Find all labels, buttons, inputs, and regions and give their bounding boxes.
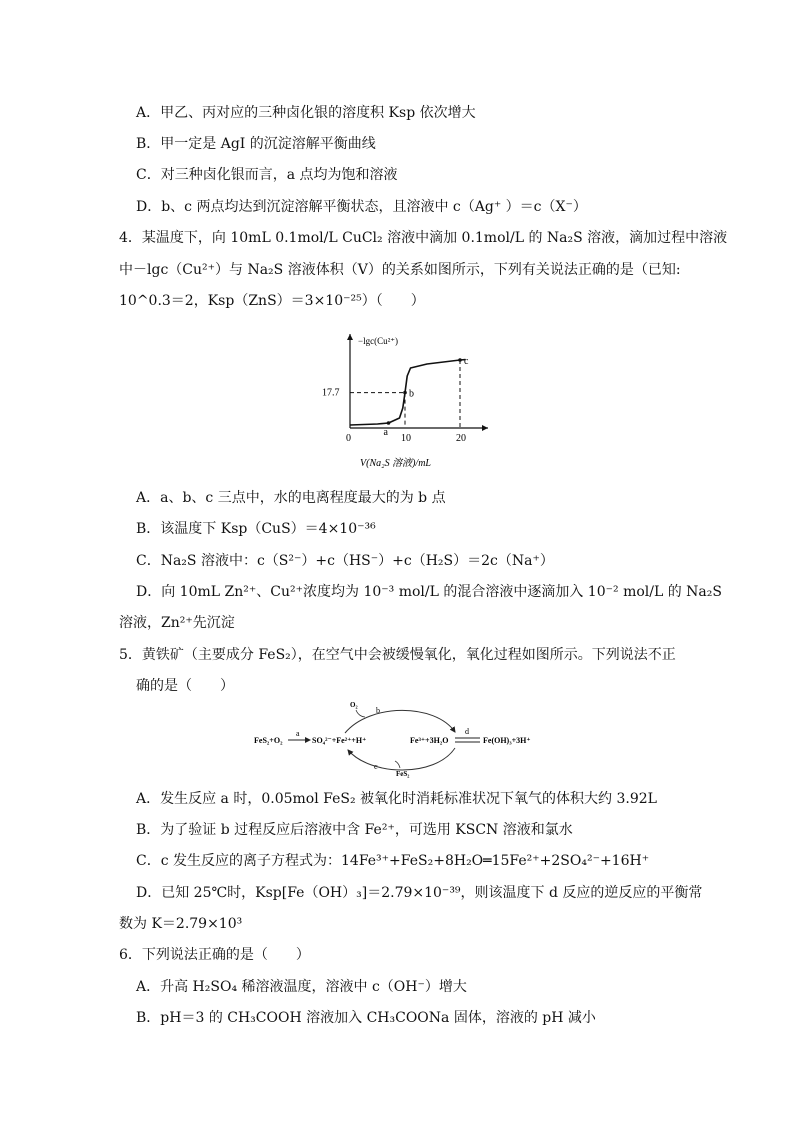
q4-option-a: A．a、b、c 三点中，水的电离程度最大的为 b 点: [136, 490, 446, 506]
q3-option-a: A．甲乙、丙对应的三种卤化银的溶度积 Ksp 依次增大: [136, 105, 476, 121]
y-tick-label: 17.7: [322, 387, 340, 399]
q3-option-b: B．甲一定是 AgI 的沉淀溶解平衡曲线: [136, 136, 376, 152]
arrow-a-label: a: [296, 729, 300, 738]
q5-option-c: C．c 发生反应的离子方程式为：14Fe³⁺+FeS₂+8H₂O═15Fe²⁺+2SO₄²⁻+16H⁺: [136, 853, 650, 869]
q4-option-b: B．该温度下 Ksp（CuS）＝4×10⁻³⁶: [136, 521, 376, 537]
q5-stem-line1: 5．黄铁矿（主要成分 FeS₂），在空气中会被缓慢氧化，氧化过程如图所示。下列说法不正: [119, 647, 676, 663]
q4-option-d-cont: 溶液，Zn²⁺先沉淀: [119, 615, 235, 631]
titration-chart: [322, 328, 500, 473]
q3-option-d: D．b、c 两点均达到沉淀溶解平衡状态，且溶液中 c（Ag⁺ ）＝c（X⁻）: [136, 199, 587, 215]
q4-option-d: D．向 10mL Zn²⁺、Cu²⁺浓度均为 10⁻³ mol/L 的混合溶液中逐滴加入 10⁻² mol/L 的 Na₂S: [136, 584, 722, 600]
y-axis-arrow: [347, 334, 353, 340]
q5-stem-line2: 确的是（ ）: [136, 678, 234, 694]
q5-option-d-cont: 数为 K＝2.79×10³: [119, 916, 243, 932]
diagram-product: Fe(OH)₃+3H⁺: [483, 736, 531, 745]
x-axis-arrow: [482, 425, 488, 431]
diagram-middle: SO₄²⁻+Fe²⁺+H⁺: [312, 736, 367, 745]
point-label-b: b: [409, 388, 414, 400]
x-tick-label: 0: [346, 433, 351, 444]
q4-stem-line3: 10^0.3＝2，Ksp（ZnS）＝3×10⁻²⁵）（ ）: [119, 293, 425, 309]
arc-b-label: b: [376, 706, 380, 715]
x-axis-label: V(Na₂S 溶液)/mL: [360, 458, 431, 469]
diagram-right: Fe³⁺+3H₂O: [410, 736, 449, 745]
diagram-left: FeS₂+O₂: [254, 736, 283, 745]
point-label-c: c: [464, 356, 469, 367]
x-tick-label: 20: [456, 433, 466, 444]
o2-arrow: [356, 710, 365, 717]
arc-c-label: c: [374, 762, 378, 771]
y-axis-label: −lgc(Cu²⁺): [358, 336, 399, 346]
q6-option-a: A．升高 H₂SO₄ 稀溶液温度，溶液中 c（OH⁻）增大: [136, 979, 467, 995]
point-c: [458, 358, 462, 362]
top-input: O₂: [350, 701, 358, 709]
q5-option-b: B．为了验证 b 过程反应后溶液中含 Fe²⁺，可选用 KSCN 溶液和氯水: [136, 822, 573, 838]
x-tick-label: 10: [401, 433, 411, 444]
q4-stem-line1: 4．某温度下，向 10mL 0.1mol/L CuCl₂ 溶液中滴加 0.1mol/L 的 Na₂S 溶液，滴加过程中溶液: [119, 230, 728, 246]
arc-c: [348, 748, 455, 770]
q5-option-a: A．发生反应 a 时，0.05mol FeS₂ 被氧化时消耗标准状况下氧气的体积大约 3.92L: [136, 791, 657, 807]
point-label-a: a: [383, 427, 388, 438]
q5-option-d: D．已知 25℃时，Ksp[Fe（OH）₃]＝2.79×10⁻³⁹，则该温度下 d 反应的逆反应的平衡常: [136, 885, 703, 901]
q6-stem: 6．下列说法正确的是（ ）: [119, 947, 310, 963]
bottom-input: FeS₂: [396, 770, 410, 778]
arc-b: [345, 710, 455, 733]
q4-option-c: C．Na₂S 溶液中：c（S²⁻）+c（HS⁻）+c（H₂S）＝2c（Na⁺）: [136, 553, 554, 569]
point-a: [387, 421, 391, 425]
oxidation-diagram: [250, 698, 550, 780]
q3-option-c: C．对三种卤化银而言，a 点均为饱和溶液: [136, 167, 398, 183]
arrow-d-label: d: [465, 727, 469, 736]
point-b: [403, 391, 407, 395]
fes2-arrow: [395, 761, 400, 768]
q4-stem-line2: 中－lgc（Cu²⁺）与 Na₂S 溶液体积（V）的关系如图所示，下列有关说法正确的是（已知:: [119, 262, 681, 278]
q6-option-b: B．pH＝3 的 CH₃COOH 溶液加入 CH₃COONa 固体，溶液的 pH 减小: [136, 1010, 596, 1026]
